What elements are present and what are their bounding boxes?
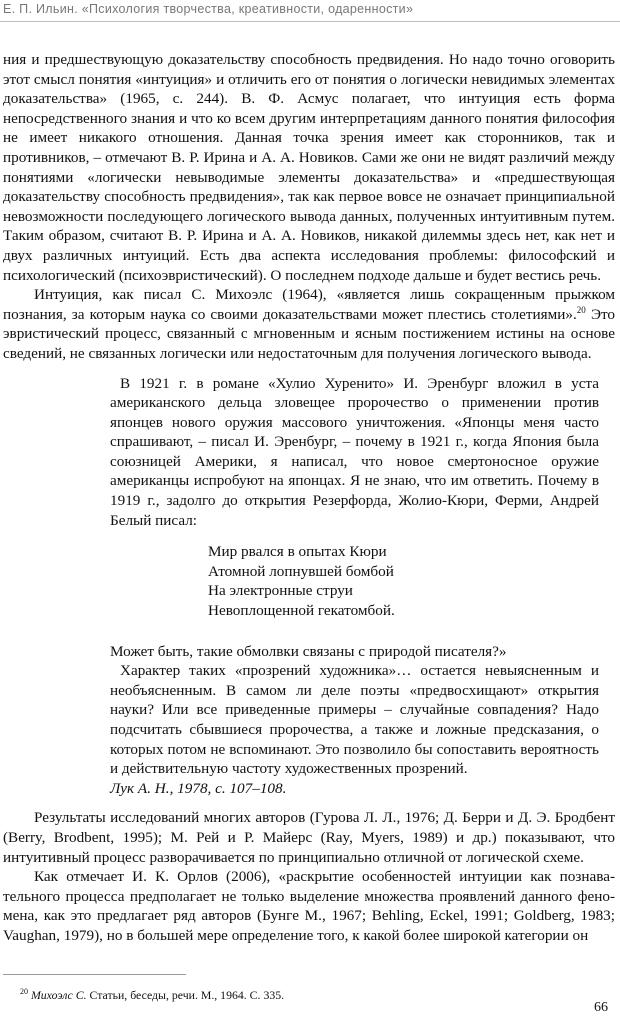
quote-comment: Характер таких «прозрений художника»… остается невыясненным и необъясненным. В самом ли деле поэты «предвосхищают» открытия науки? Или все приведенные примеры – случайные совпадения? Надо подсчитать сбывшиеся пророчества, а также и ложные предсказания, о которых потом не вспоминают. Это позволило бы сопоставить вероятность и действительную частоту художественных прозрений. [110, 662, 599, 778]
poem-line: Мир рвался в опытах Кюри [208, 543, 387, 561]
poem [110, 542, 599, 620]
poem-line: Невоплощенной гекатомбой. [208, 602, 395, 620]
running-header [0, 0, 620, 23]
quote-source: Лук А. Н., 1978, с. 107–108. [110, 779, 287, 797]
paragraph-2 [3, 285, 615, 363]
quote-intro: В 1921 г. в романе «Хулио Хуренито» И. Эренбург вложил в уста американского дельца зловещее пророчество о применении против японцев нового оружия массового уничтожения. «Японцы меня часто спрашивают, – писал И. Эренбург, – почему в 1921 г., когда Япония была союзницей Америки, я написал, что новое смертоносное оружие американцы испробуют на японцах. Я не знаю, что им ответить. Почему в 1919 г., задолго до открытия Резерфорда, Жолио-Кюри, Ферми, Андрей Белый писал: [110, 374, 599, 529]
paragraph-2-text-a: Интуиция, как писал С. Михоэлс (1964), «является лишь сокращенным прыжком познания, за которым наука со своими доказательствами может плестись столетиями». [3, 286, 615, 323]
footnote-ref[interactable]: 20 [576, 304, 586, 315]
poem-line: Атомной лопнувшей бомбой [208, 562, 394, 580]
paragraph-2-text-b: Это эвристический процесс, связанный с мгновенным и ясным постижением истины на основе сведений, не связанных логически или недостаточным для получения логического вывода. [3, 305, 615, 362]
poem-line: На электронные струи [208, 582, 353, 600]
paragraph-3: Результаты исследований многих авторов (Гурова Л. Л., 1976; Д. Берри и Д. Э. Бродбент (Berry, Brodbent, 1995); М. Рей и Р. Майерс (Ray, Myers, 1989) и др.) показывают, что интуитивный процесс разворачивается по принципиально отличной от логической схеме. [3, 809, 615, 866]
header-rule [0, 21, 620, 22]
block-quote [3, 374, 615, 799]
footnote-rule [3, 974, 186, 975]
page-body [3, 50, 615, 946]
page-number: 66 [594, 1000, 608, 1015]
footnote-author: Михоэлс С. [30, 988, 87, 1002]
footnote [20, 988, 284, 1003]
footnote-mark: 20 [20, 987, 28, 997]
quote-closing: Может быть, такие обмолвки связаны с природой писателя?» [110, 642, 507, 660]
paragraph-1: ния и предшествующую доказательству способность предвидения. Но надо точно оговорить этот смысл понятия «интуиция» и отличить его от понятия о логически невидимых элементах доказательства» (1965, с. 244). В. Ф. Асмус полагает, что интуиция есть форма непосредственного знания и что ко всем другим интерпретациям данного понятия философия не имеет никакого отношения. Данная точка зрения имеет как сторонников, так и противников, – отмечают В. Р. Ирина и А. А. Новиков. Сами же они не видят различий между понятиями «логически невыводимые элементы доказательства» и «предшествующая доказательству способность предвидения», так как первое вовсе не означает принципиальной невозможности последующего логического вывода данных, полученных интуитивным путем. Таким образом, считают В. Р. Ирина и А. А. Новиков, никакой дилеммы здесь нет, как нет и двух различных интуиций. Есть два аспекта исследования проблемы: философский и психологический (психоэвристический). О последнем подходе дальше и будет вестись речь. [3, 51, 615, 284]
footnote-text: Статьи, беседы, речи. М., 1964. С. 335. [86, 988, 285, 1002]
paragraph-4: Как отмечает И. К. Орлов (2006), «раскрытие особенностей интуиции как познавательного процесса предполагает не только выделение множества проявлений данного феномена, как это предлагает ряд авторов (Бунге М., 1967; Behling, Eckel, 1991; Goldberg, 1983; Vaughan, 1979), но в большей мере определение того, к какой более широкой категории он [3, 868, 615, 944]
header-title: Е. П. Ильин. «Психология творчества, креативности, одаренности» [3, 2, 414, 16]
